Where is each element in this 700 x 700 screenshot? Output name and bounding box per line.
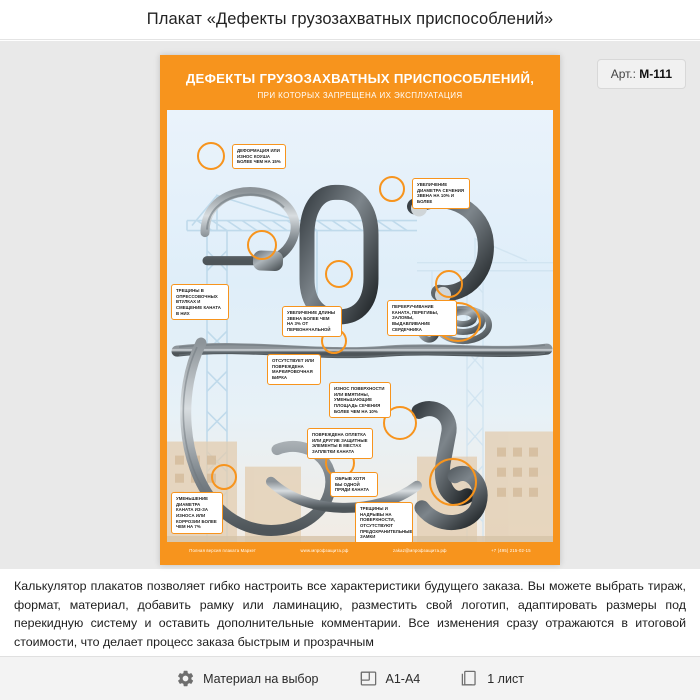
poster-frame [160, 55, 560, 565]
poster-footer-phone: +7 (495) 215-02-15 [491, 547, 531, 553]
article-prefix: Арт.: [610, 67, 636, 81]
callout-6: ОТСУТСТВУЕТ ИЛИ ПОВРЕЖДЕНА МАРКИРОВОЧНАЯ БИРКА [267, 354, 321, 385]
gear-icon [176, 669, 195, 688]
callout-10: УМЕНЬШЕНИЕ ДИАМЕТРА КАНАТА ИЗ-ЗА ИЗНОСА ИЛИ КОРРОЗИИ БОЛЕЕ ЧЕМ НА 7% [171, 492, 223, 534]
product-footer [0, 656, 700, 700]
footer-item-material[interactable] [176, 669, 318, 688]
format-icon [359, 669, 378, 688]
poster-subtitle: ПРИ КОТОРЫХ ЗАПРЕЩЕНА ИХ ЭКСПЛУАТАЦИЯ [257, 90, 463, 100]
poster-image[interactable] [160, 55, 560, 565]
poster-preview-area [0, 41, 700, 569]
footer-label-material: Материал на выбор [203, 671, 319, 686]
article-badge [597, 59, 686, 89]
poster-footer-mail: zakaz@мпрофзащита.рф [393, 547, 447, 553]
sheet-icon [460, 669, 479, 688]
footer-item-format[interactable] [359, 669, 421, 688]
callout-2: УВЕЛИЧЕНИЕ ДИАМЕТРА СЕЧЕНИЯ ЗВЕНА НА 10% И БОЛЕЕ [412, 178, 470, 209]
poster-title: ДЕФЕКТЫ ГРУЗОЗАХВАТНЫХ ПРИСПОСОБЛЕНИЙ, [185, 71, 535, 87]
page-title: Плакат «Дефекты грузозахватных приспособлений» [146, 10, 554, 28]
callout-4: УВЕЛИЧЕНИЕ ДЛИНЫ ЗВЕНА БОЛЕЕ ЧЕМ НА 3% ОТ ПЕРВОНАЧАЛЬНОЙ [282, 306, 342, 337]
callout-3: ТРЕЩИНЫ В ОПРЕССОВОЧНЫХ ВТУЛКАХ И СМЕЩЕНИЕ КАНАТА В НИХ [171, 284, 229, 320]
callout-9: ОБРЫВ ХОТЯ БЫ ОДНОЙ ПРЯДИ КАНАТА [330, 472, 378, 497]
footer-label-sheets: 1 лист [487, 671, 524, 686]
callout-1: ДЕФОРМАЦИЯ ИЛИ ИЗНОС КОУША БОЛЕЕ ЧЕМ НА 15% [232, 144, 286, 169]
poster-footer-left: Полная версия плаката Маркет [189, 547, 257, 553]
article-value: М-111 [639, 67, 672, 81]
poster-footer-site: www.мпрофзащита.рф [300, 547, 349, 553]
product-description: Калькулятор плакатов позволяет гибко настроить все характеристики будущего заказа. Вы можете выбрать тираж, формат, материал, добавить рамку или ламинацию, разместить свой логотип, адаптировать размеры под перекидную систему и оставить дополнительные комментарии. Все изменения сразу отражаются в итоговой стоимости, что делает процесс заказа быстрым и прозрачным [14, 579, 686, 649]
callout-8: ПОВРЕЖДЕНА ОПЛЕТКА ИЛИ ДРУГИЕ ЗАЩИТНЫЕ ЭЛЕМЕНТЫ В МЕСТАХ ЗАПЛЕТКИ КАНАТА [307, 428, 373, 459]
page-header [0, 0, 700, 40]
footer-item-sheets[interactable] [460, 669, 524, 688]
callout-5: ПЕРЕКРУЧИВАНИЕ КАНАТА, ПЕРЕГИБЫ, ЗАЛОМЫ, ВЫДАВЛИВАНИЕ СЕРДЕЧНИКА [387, 300, 457, 336]
footer-label-format: А1-А4 [385, 671, 421, 686]
callout-7: ИЗНОС ПОВЕРХНОСТИ ИЛИ ВМЯТИНЫ, УМЕНЬШАЮЩИЕ ПЛОЩАДЬ СЕЧЕНИЯ БОЛЕЕ ЧЕМ НА 10% [329, 382, 391, 418]
callout-11: ТРЕЩИНЫ И НАДРЫВЫ НА ПОВЕРХНОСТИ, ОТСУТСТВУЮТ ПРЕДОХРАНИТЕЛЬНЫЕ ЗАМКИ [355, 502, 413, 542]
